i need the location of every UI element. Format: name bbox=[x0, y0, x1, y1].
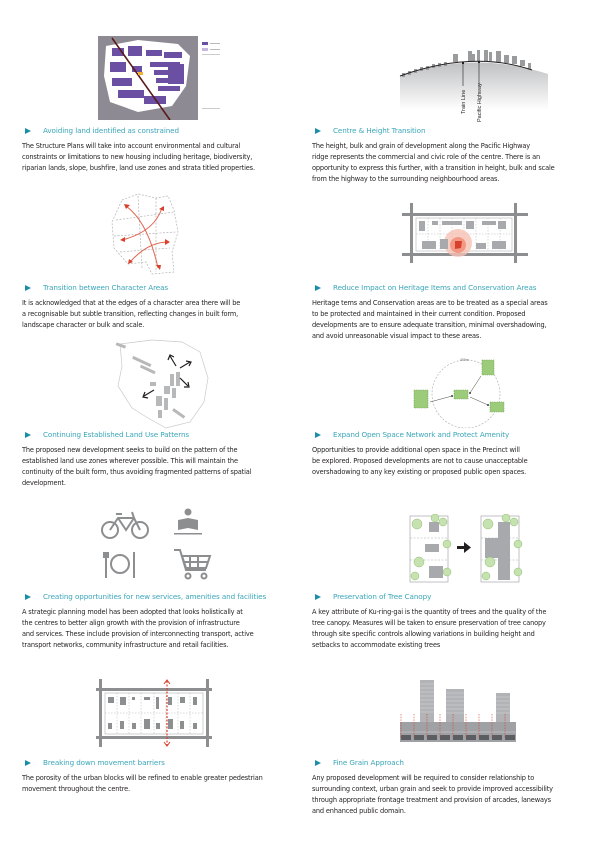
section-body: The Structure Plans will take into account environmental and cultural constraints or limitations to new housing including heritage, biodiversity, riparian lands, slope, bushfire, land use zones and strata titled properties. bbox=[22, 142, 255, 172]
section-body: A strategic planning model has been adopted that looks holistically at the centres to better align growth with the provision of infrastructure and services. These include provision of interconnecting transport, active transport networks, community infrastructure and retail facilities. bbox=[22, 608, 254, 649]
open-space-network-icon bbox=[410, 356, 522, 428]
section-transition-character-areas bbox=[22, 283, 302, 331]
land-use-pattern-icon bbox=[112, 338, 212, 430]
section-tree-canopy bbox=[312, 592, 592, 651]
section-reduce-heritage-impact bbox=[312, 283, 592, 342]
section-heading bbox=[312, 592, 592, 601]
constraints-map-icon bbox=[98, 36, 226, 120]
reading-person-icon bbox=[174, 509, 202, 535]
section-body: Opportunities to provide additional open space in the Precinct will be explored. Proposed developments are not to cause unacceptable overshadowing to any key existing or proposed public open spaces. bbox=[312, 446, 528, 476]
section-body: Any proposed development will be required to consider relationship to surrounding context, urban grain and seek to provide improved accessibility through appropriate frontage treatment and provision of arcades, laneways and enhanced public domain. bbox=[312, 774, 553, 815]
section-heading bbox=[22, 126, 302, 135]
section-fine-grain bbox=[312, 758, 592, 817]
section-title: Expand Open Space Network and Protect Amenity bbox=[333, 430, 510, 439]
section-heading bbox=[312, 430, 592, 439]
section-body: A key attribute of Ku-ring-gai is the quantity of trees and the quality of the tree canopy. Measures will be taken to ensure preservation of tree canopy through site specific controls allowing variations in building height and setbacks to accommodate existing trees bbox=[312, 608, 547, 649]
section-title: Reduce Impact on Heritage Items and Conservation Areas bbox=[333, 283, 537, 292]
section-title: Breaking down movement barriers bbox=[43, 758, 165, 767]
section-centre-height-transition bbox=[312, 126, 592, 185]
section-title: Preservation of Tree Canopy bbox=[333, 592, 432, 601]
section-body: The porosity of the urban blocks will be refined to enable greater pedestrian movement throughout the centre. bbox=[22, 774, 263, 793]
movement-barriers-icon bbox=[96, 679, 212, 747]
bullet-triangle-icon bbox=[315, 432, 321, 438]
section-heading bbox=[22, 758, 302, 767]
bullet-triangle-icon bbox=[25, 128, 31, 134]
bullet-triangle-icon bbox=[315, 128, 321, 134]
bullet-triangle-icon bbox=[25, 594, 31, 600]
section-body: The proposed new development seeks to build on the pattern of the established land use zones wherever possible. This will maintain the continuity of the built form, thus avoiding fragmented patterns of spatial development. bbox=[22, 446, 252, 487]
distance-label: 400m bbox=[460, 358, 469, 362]
section-heading bbox=[22, 592, 302, 601]
bicycle-icon bbox=[102, 512, 148, 538]
heritage-block-icon bbox=[402, 203, 528, 263]
section-title: Avoiding land identified as constrained bbox=[43, 126, 179, 135]
section-body: Heritage tems and Conservation areas are to be treated as a special areas to be protected and maintained in their current condition. Proposed developments are to ensure adequate transition, minimal overshadowing, and avoid unreasonable visual impact to these areas. bbox=[312, 299, 548, 340]
tree-canopy-icon bbox=[405, 514, 525, 584]
pacific-highway-label: Pacific Highway bbox=[477, 83, 483, 122]
section-title: Creating opportunities for new services, amenities and facilities bbox=[43, 592, 267, 601]
train-line-label: Train Line bbox=[461, 89, 467, 114]
bullet-triangle-icon bbox=[315, 285, 321, 291]
bullet-triangle-icon bbox=[25, 285, 31, 291]
section-heading bbox=[312, 283, 592, 292]
section-movement-barriers bbox=[22, 758, 302, 795]
bullet-triangle-icon bbox=[25, 432, 31, 438]
section-open-space-network bbox=[312, 430, 592, 478]
bullet-triangle-icon bbox=[25, 760, 31, 766]
services-icons bbox=[100, 508, 215, 582]
fork-plate-knife-icon bbox=[104, 552, 134, 578]
section-avoiding-constrained-land bbox=[22, 126, 302, 174]
section-heading bbox=[312, 126, 592, 135]
section-title: Fine Grain Approach bbox=[333, 758, 404, 767]
arrow-right-icon bbox=[457, 542, 471, 553]
shopping-cart-icon bbox=[174, 550, 210, 579]
bullet-triangle-icon bbox=[315, 760, 321, 766]
height-transition-section-icon bbox=[398, 50, 558, 122]
character-areas-arrows-icon bbox=[108, 192, 188, 276]
section-body: The height, bulk and grain of development along the Pacific Highway ridge represents the commercial and civic role of the centre. There is an opportunity to express this further, with a transition in height, bulk and scale from the highway to the surrounding neighbourhood areas. bbox=[312, 142, 555, 183]
section-heading bbox=[22, 430, 302, 439]
bullet-triangle-icon bbox=[315, 594, 321, 600]
section-title: Transition between Character Areas bbox=[43, 283, 169, 292]
section-title: Centre & Height Transition bbox=[333, 126, 426, 135]
section-body: It is acknowledged that at the edges of a character area there will be a recognisable but subtle transition, reflecting changes in built form, landscape character or bulk and scale. bbox=[22, 299, 241, 329]
section-services-amenities bbox=[22, 592, 302, 651]
fine-grain-elevation-icon bbox=[400, 680, 518, 742]
section-heading bbox=[312, 758, 592, 767]
section-title: Continuing Established Land Use Patterns bbox=[43, 430, 190, 439]
section-land-use-patterns bbox=[22, 430, 302, 489]
section-heading bbox=[22, 283, 302, 292]
